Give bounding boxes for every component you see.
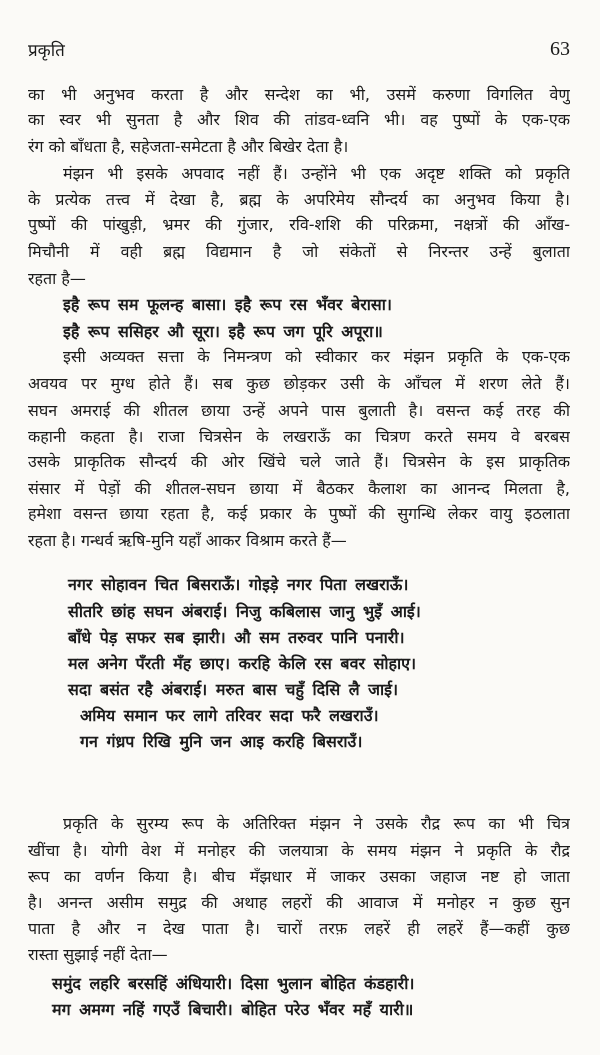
text-line: रास्ता सुझाई नहीं देता— <box>28 945 168 964</box>
text-line: रहता है— <box>28 269 86 288</box>
text-line: रूप का वर्णन किया है। बीच मँझधार में जाकर उसका जहाज नष्ट हो जाता <box>28 867 570 886</box>
text-line: पुष्पों की पांखुड़ी, भ्रमर की गुंजार, रवि-शशि की परिक्रमा, नक्षत्रों की आँख- <box>28 215 570 234</box>
text-line: का भी अनुभव करता है और सन्देश का भी, उसमें करुणा विगलित वेणु <box>28 85 570 104</box>
text-line: संसार में पेड़ों की शीतल-सघन छाया में बैठकर कैलाश का आनन्द मिलता है, <box>28 479 570 498</box>
text-line: मिचौनी में वही ब्रह्म विद्यमान है जो संकेतों से निरन्तर उन्हें बुलाता <box>28 242 570 261</box>
text-line: पाता है और न देख पाता है। चारों तरफ़ लहरें ही लहरें हैं—कहीं कुछ <box>28 919 570 938</box>
verse-line: बाँधे पेड़ सफर सब झारी। औ सम तरुवर पानि पनारी। <box>68 628 405 647</box>
verse-line: नगर सोहावन चित बिसराऊँ। गोइड़े नगर पिता लखराऊँ। <box>68 575 409 594</box>
verse-line: सीतरि छांह सघन अंबराई। निजु कबिलास जानु भुइँ आई। <box>68 602 421 621</box>
text-line: मंझन भी इसके अपवाद नहीं हैं। उन्होंने भी एक अदृष्ट शक्ति को प्रकृति <box>63 164 570 183</box>
verse-line: मग अमग्ग नहिं गएउँ बिचारी। बोहित परेउ भँवर महँ यारी॥ <box>52 1000 414 1019</box>
verse-line: समुंद लहरि बरसहिं अंधियारी। दिसा भुलान बोहित कंडहारी। <box>52 974 415 993</box>
page-number: 63 <box>550 38 570 60</box>
text-line: रंग को बाँधता है, सहेजता-समेटता है और बिखेर देता है। <box>28 137 349 156</box>
verse-line: अमिय समान फर लागे तरिवर सदा फरै लखराउँ। <box>80 706 379 725</box>
text-line: हमेशा वसन्त छाया रहता है, कई प्रकार के पुष्पों की सुगन्धि लेकर वायु इठलाता <box>28 504 570 523</box>
text-line: उसके प्राकृतिक सौन्दर्य की ओर खिंचे चले जाते हैं। चित्रसेन के इस प्राकृतिक <box>28 452 570 471</box>
text-line: रहता है। गन्धर्व ऋषि-मुनि यहाँ आकर विश्राम करते हैं— <box>28 531 347 550</box>
verse-line: मल अनेग पँरती मँह छाए। करहि केलि रस बवर सोहाए। <box>68 654 417 673</box>
text-line: अवयव पर मुग्ध होते हैं। सब कुछ छोड़कर उसी के आँचल में शरण लेते हैं। <box>28 374 570 393</box>
verse-line: इहै रूप ससिहर औ सूरा। इहै रूप जग पूरि अपूरा॥ <box>63 322 383 341</box>
verse-line: इहै रूप सम फूलन्ह बासा। इहै रूप रस भँवर बेरासा। <box>63 295 392 314</box>
text-line: इसी अव्यक्त सत्ता के निमन्त्रण को स्वीकार कर मंझन प्रकृति के एक-एक <box>63 347 570 366</box>
text-line: का स्वर भी सुनता है और शिव की तांडव-ध्वनि भी। वह पुष्पों के एक-एक <box>28 110 570 129</box>
running-head-title: प्रकृति <box>28 41 65 61</box>
text-line: कहानी कहता है। राजा चित्रसेन के लखराऊँ का चित्रण करते समय वे बरबस <box>28 427 570 446</box>
text-line: है। अनन्त असीम समुद्र की अथाह लहरों की आवाज में मनोहर न कुछ सुन <box>28 893 570 912</box>
text-line: सघन अमराई की शीतल छाया उन्हें अपने पास बुलाती है। वसन्त कई तरह की <box>28 401 570 420</box>
verse-line: गन गंध्रप रिखि मुनि जन आइ करहि बिसराउँ। <box>80 732 363 751</box>
text-line: प्रकृति के सुरम्य रूप के अतिरिक्त मंझन ने उसके रौद्र रूप का भी चित्र <box>63 814 570 833</box>
text-line: के प्रत्येक तत्त्व में देखा है, ब्रह्म के अपरिमेय सौन्दर्य का अनुभव किया है। <box>28 190 570 209</box>
text-line: खींचा है। योगी वेश में मनोहर की जलयात्रा के समय मंझन ने प्रकृति के रौद्र <box>28 841 570 860</box>
verse-line: सदा बसंत रहै अंबराई। मरुत बास चहुँ दिसि लै जाई। <box>68 680 399 699</box>
